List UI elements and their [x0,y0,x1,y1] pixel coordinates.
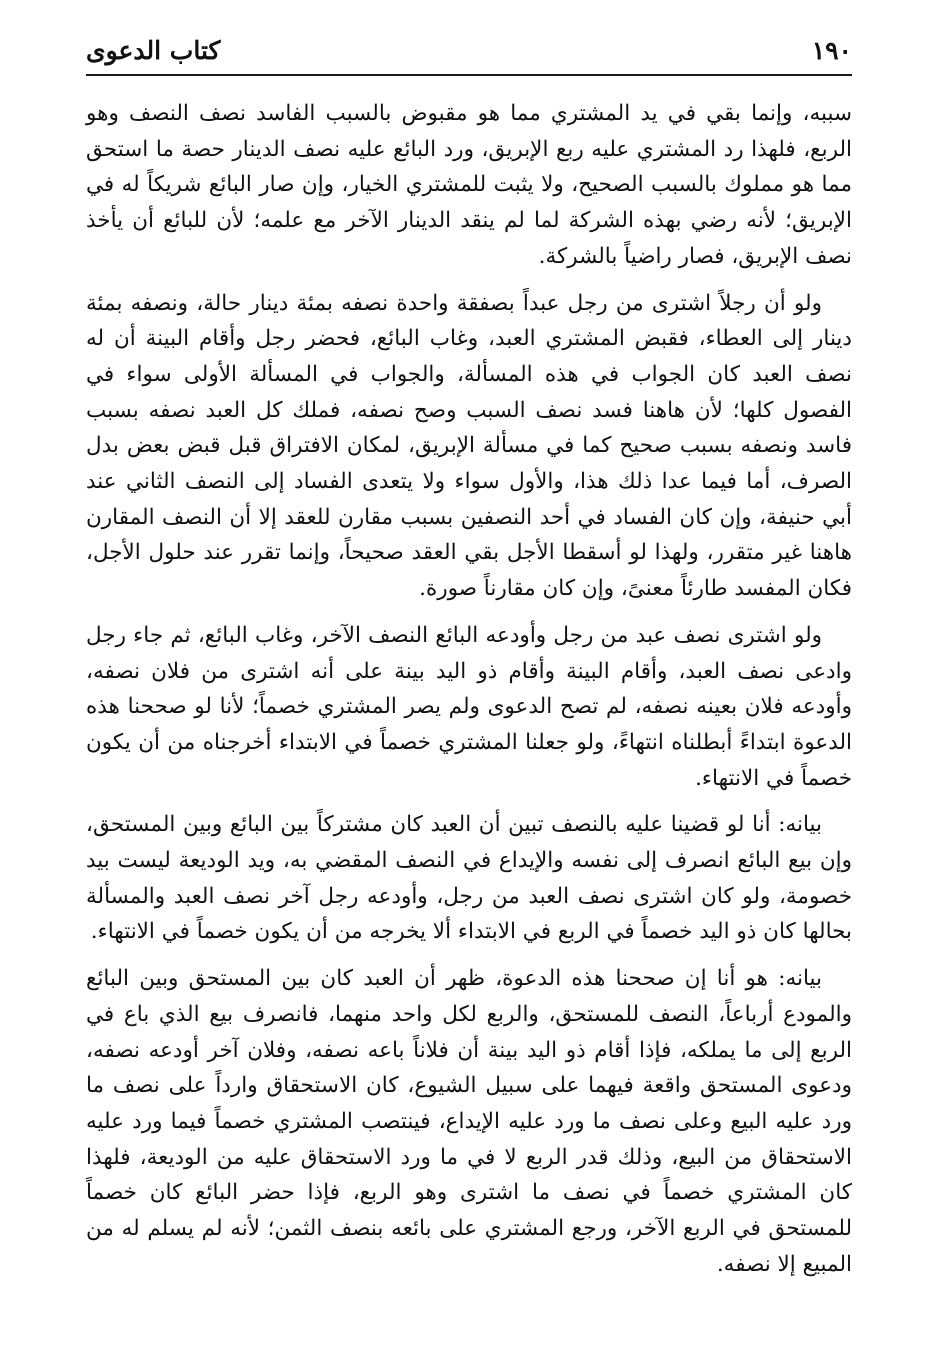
page-body [86,96,852,1294]
header-divider [86,74,852,76]
paragraph: ولو أن رجلاً اشترى من رجل عبداً بصفقة واحدة نصفه بمئة دينار حالة، ونصفه بمئة دينار إلى العطاء، فقبض المشتري العبد، وغاب البائع، فحضر رجل وأقام البينة أن له نصف العبد كان الجواب في هذه المسألة، والجواب في المسألة الأولى سواء في الفصول كلها؛ لأن هاهنا فسد نصف السبب وصح نصفه، فملك كل العبد نصفه بسبب فاسد ونصفه بسبب صحيح كما في مسألة الإبريق، لمكان الافتراق قبل قبض بعض بدل الصرف، أما فيما عدا ذلك هذا، والأول سواء ولا يتعدى الفساد إلى النصف الثاني عند أبي حنيفة، وإن كان الفساد في أحد النصفين بسبب مقارن للعقد إلا أن النصف المقارن هاهنا غير متقرر، ولهذا لو أسقطا الأجل بقي العقد صحيحاً، وإنما تقرر عند حلول الأجل، فكان المفسد طارئاً معنىً، وإن كان مقارناً صورة. [86,290,852,602]
paragraph-continuation: سببه، وإنما بقي في يد المشتري مما هو مقبوض بالسبب الفاسد نصف النصف وهو الربع، فلهذا رد المشتري عليه ربع الإبريق، ورد البائع عليه نصف الدينار حصة ما استحق مما هو مملوك بالسبب الصحيح، ولا يثبت للمشتري الخيار، وإن صار البائع شريكاً له في الإبريق؛ لأنه رضي بهذه الشركة لما لم ينقد الدينار الآخر مع علمه؛ لأن للبائع أن يأخذ نصف الإبريق، فصار راضياً بالشركة. [86,101,852,269]
page-number: ١٩٠ [811,36,852,65]
paragraph: ولو اشترى نصف عبد من رجل وأودعه البائع النصف الآخر، وغاب البائع، ثم جاء رجل وادعى نصف العبد، وأقام البينة وأقام ذو اليد بينة على أنه اشترى من فلان نصفه، وأودعه فلان بعينه نصفه، لم تصح الدعوى ولم يصر المشتري خصماً؛ لأنا لو صححنا هذه الدعوة ابتداءً أبطلناه انتهاءً، ولو جعلنا المشتري خصماً في الابتداء أخرجناه من أن يكون خصماً في الانتهاء. [86,622,852,791]
page-header [86,30,852,80]
paragraph: بيانه: أنا لو قضينا عليه بالنصف تبين أن العبد كان مشتركاً بين البائع وبين المستحق، وإن بيع البائع انصرف إلى نفسه والإيداع في النصف المقضي به، ويد الوديعة ليست بيد خصومة، ولو كان اشترى نصف العبد من رجل، وأودعه رجل آخر نصف العبد والمسألة بحالها كان ذو اليد خصماً في الربع في الابتداء ألا يخرجه من أن يكون خصماً في الانتهاء. [86,812,852,945]
book-title: كتاب الدعوى [86,36,221,65]
paragraph: بيانه: هو أنا إن صححنا هذه الدعوة، ظهر أن العبد كان بين المستحق وبين البائع والمودع أرباعاً، النصف للمستحق، والربع لكل واحد منهما، فانصرف بيع الذي باع في الربع إلى ما يملكه، فإذا أقام ذو اليد بينة أن فلاناً باعه نصفه، وفلان آخر أودعه نصفه، ودعوى المستحق واقعة فيهما على سبيل الشيوع، كان الاستحقاق وارداً على نصف ما ورد عليه البيع وعلى نصف ما ورد عليه الإيداع، فينتصب المشتري خصماً فيما ورد عليه الاستحقاق من البيع، وذلك قدر الربع لا في ما ورد الاستحقاق عليه من الوديعة، فلهذا كان المشتري خصماً في نصف ما اشترى وهو الربع، فإذا حضر البائع كان خصماً للمستحق في الربع الآخر، ورجع المشتري على بائعه بنصف الثمن؛ لأنه لم يسلم له من المبيع إلا نصفه. [86,966,852,1277]
